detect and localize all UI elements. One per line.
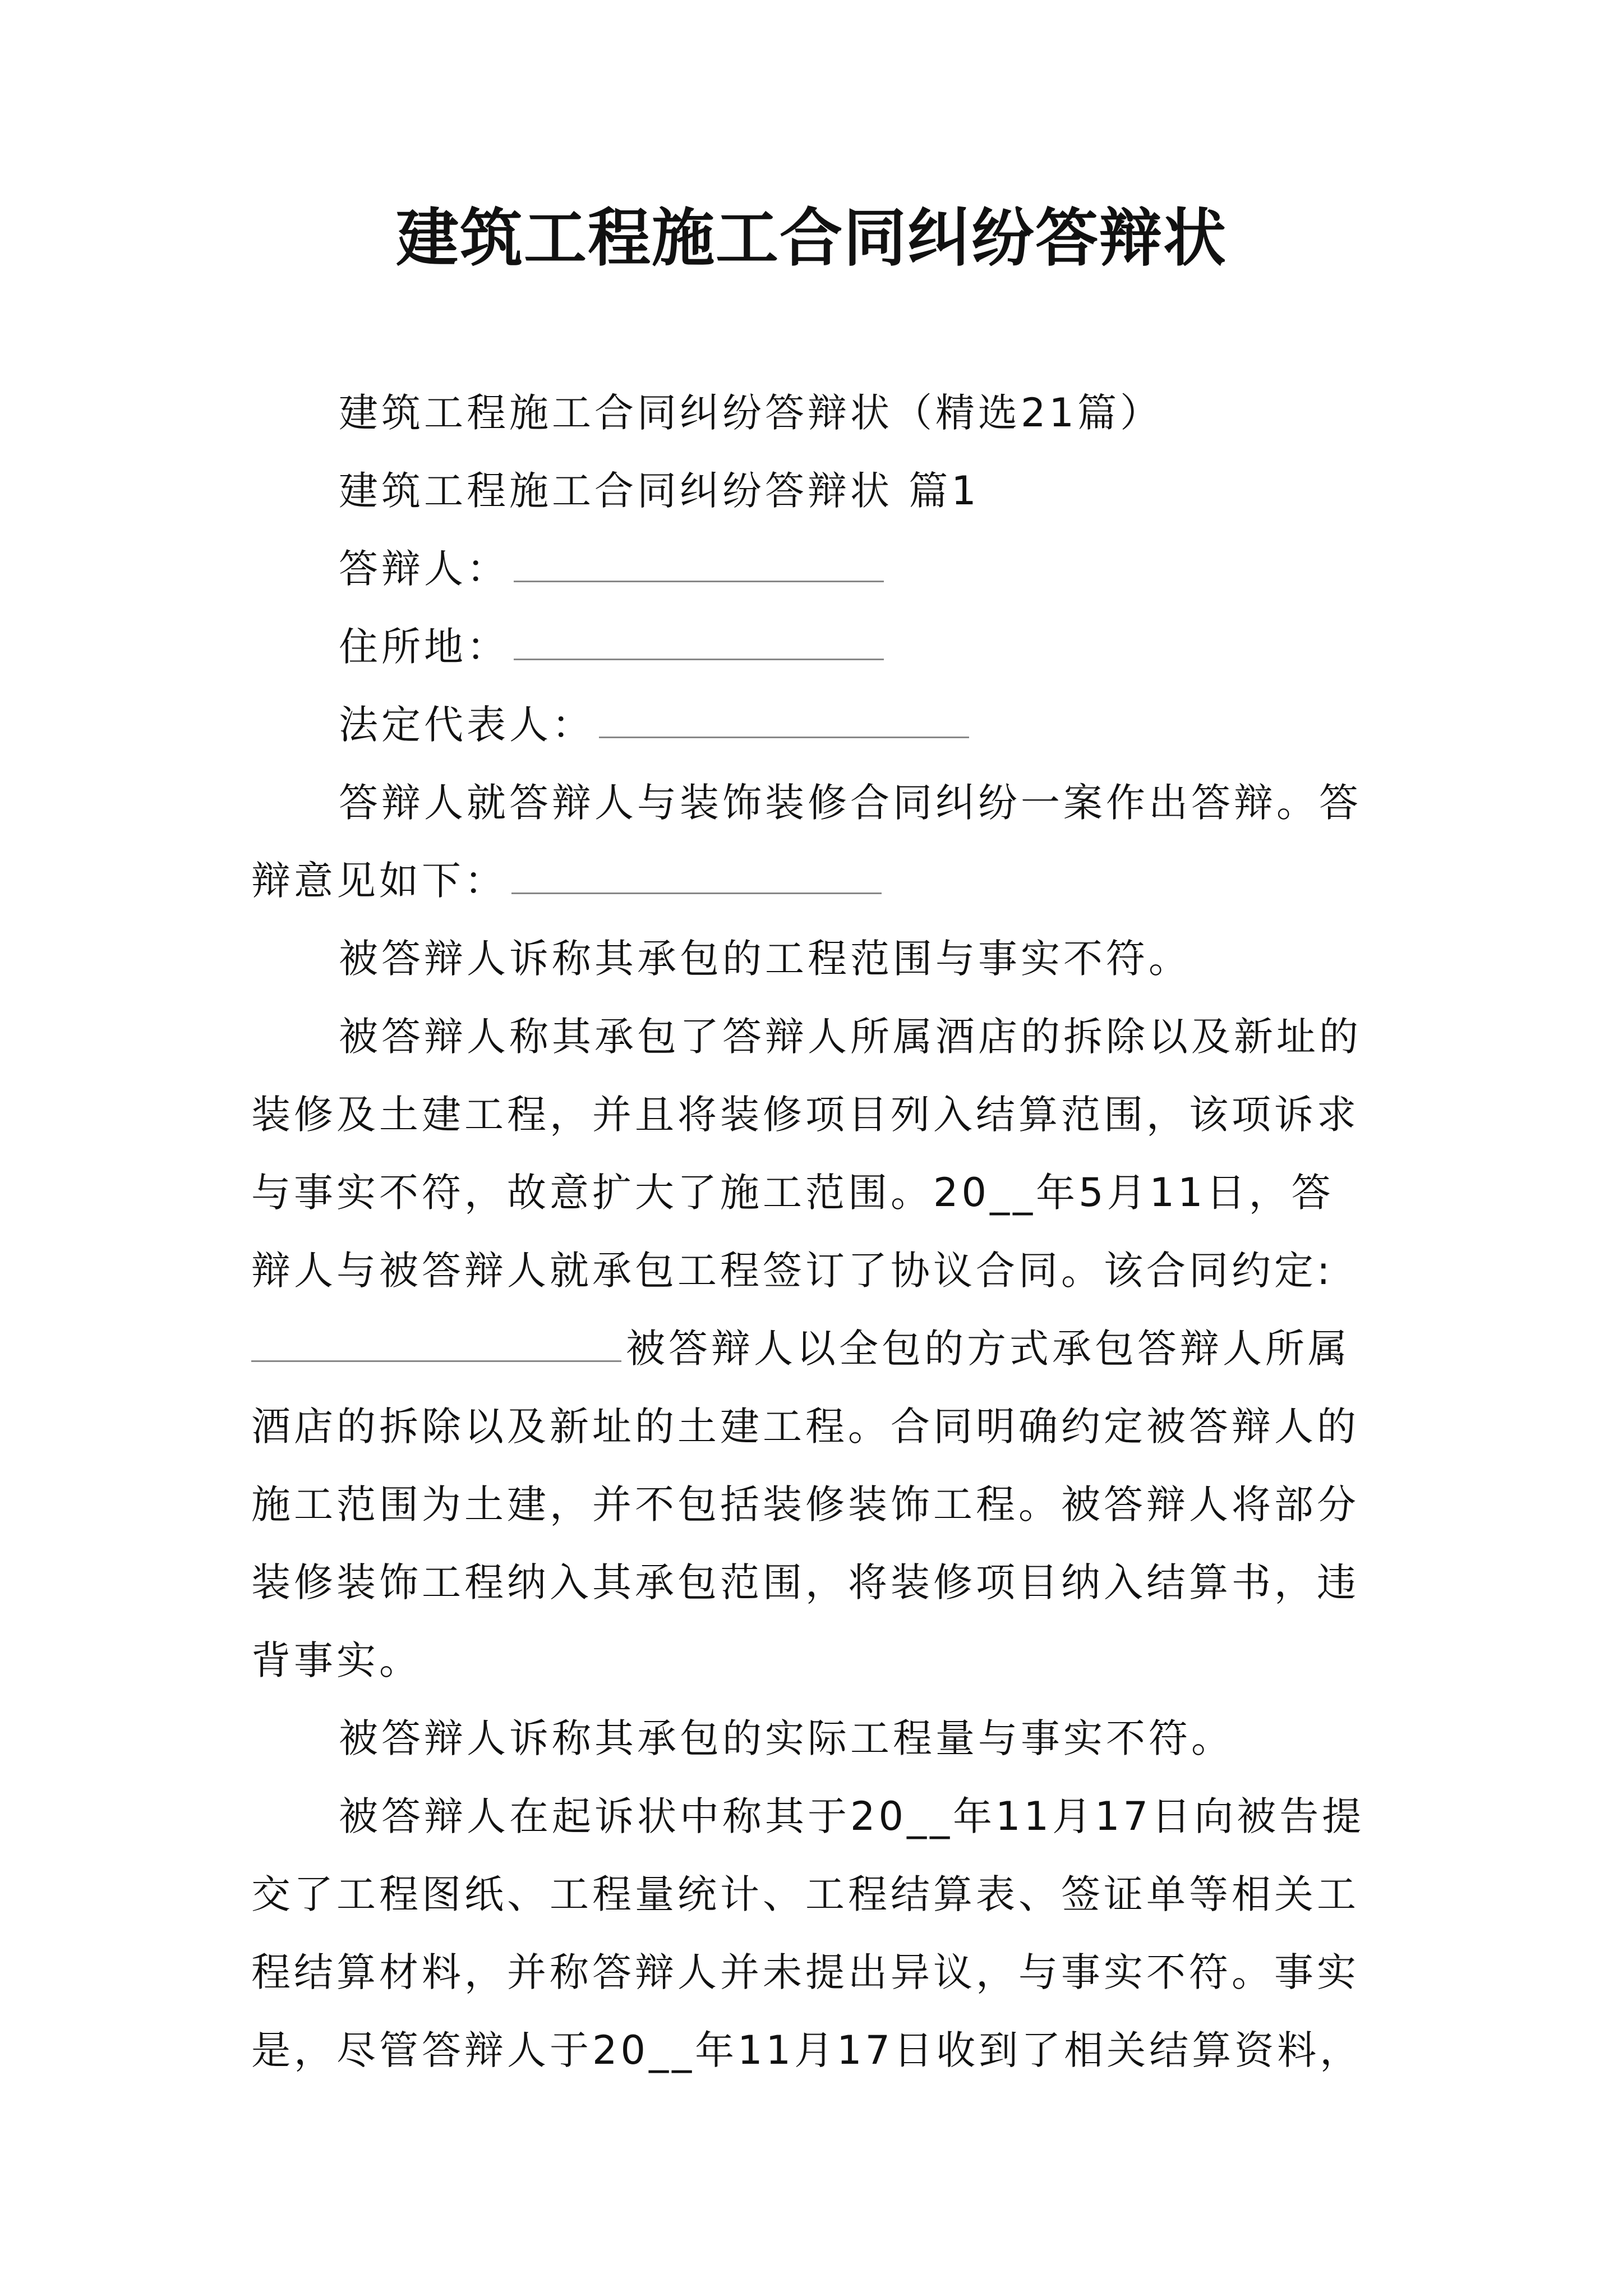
respondent-label: 答辩人： — [339, 546, 509, 592]
paragraph-1-text: 答辩人就答辩人与装饰装修合同纠纷一案作出答辩。答辩意见如下： — [251, 780, 1362, 904]
address-field — [251, 608, 1373, 686]
document-body — [251, 374, 1373, 2090]
document-title: 建筑工程施工合同纠纷答辩状 — [396, 201, 1227, 275]
contract-blank — [251, 1321, 621, 1362]
paragraph-2: 被答辩人诉称其承包的工程范围与事实不符。 — [339, 936, 1191, 982]
paragraph-4-text: 被答辩人以全包的方式承包答辩人所属酒店的拆除以及新址的土建工程。合同明确约定被答辩人的施工范围为土建，并不包括装修装饰工程。被答辩人将部分装修装饰工程纳入其承包范围，将装修项目纳入结算书，违背事实。 — [251, 1326, 1359, 1683]
paragraph-1 — [251, 764, 1373, 920]
respondent-blank — [514, 541, 884, 582]
opinion-blank — [511, 853, 882, 894]
legal-rep-label: 法定代表人： — [339, 702, 594, 748]
paragraph-5: 被答辩人诉称其承包的实际工程量与事实不符。 — [339, 1715, 1234, 1761]
subtitle-line: 建筑工程施工合同纠纷答辩状（精选21篇） — [339, 390, 1163, 436]
respondent-field — [251, 530, 1373, 608]
section-heading: 建筑工程施工合同纠纷答辩状 篇1 — [339, 468, 980, 514]
address-blank — [514, 619, 884, 660]
paragraph-3: 被答辩人称其承包了答辩人所属酒店的拆除以及新址的装修及土建工程，并且将装修项目列入结算范围，该项诉求与事实不符，故意扩大了施工范围。20__年5月11日，答辩人与被答辩人就承包工程签订了协议合同。该合同约定: — [251, 1014, 1362, 1294]
paragraph-6: 被答辩人在起诉状中称其于20__年11月17日向被告提交了工程图纸、工程量统计、工程结算表、签证单等相关工程结算材料，并称答辩人并未提出异议，与事实不符。事实是，尽管答辩人于20__年11月17日收到了相关结算资料， — [251, 1793, 1365, 2073]
paragraph-4 — [251, 1310, 1373, 1700]
legal-rep-blank — [599, 697, 969, 738]
address-label: 住所地： — [339, 624, 509, 670]
legal-rep-field — [251, 686, 1373, 764]
